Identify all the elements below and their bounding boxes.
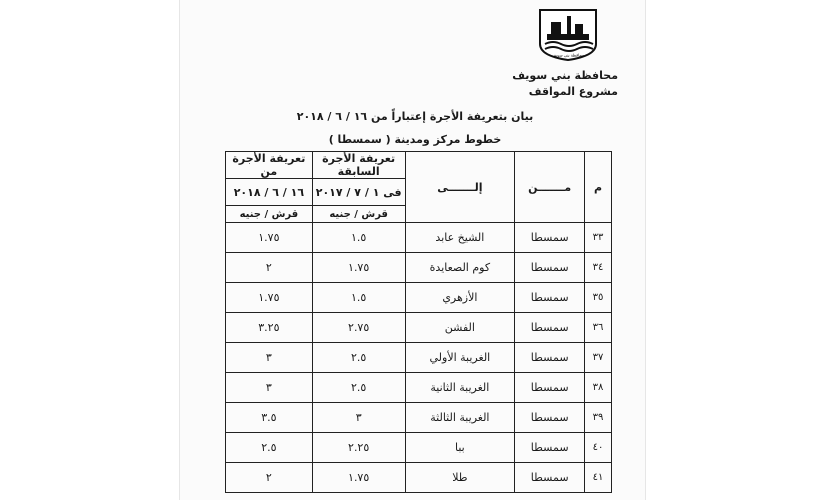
row-from: سمسطا bbox=[515, 403, 585, 433]
document-subtitle: خطوط مركز ومدينة ( سمسطا ) bbox=[328, 133, 502, 146]
row-new-fare: ٢ bbox=[226, 253, 313, 283]
header-block bbox=[512, 68, 618, 100]
col-from-header: مـــــــن bbox=[515, 152, 585, 223]
governorate-name: محافظة بني سويف bbox=[512, 69, 618, 82]
row-new-fare: ١.٧٥ bbox=[226, 223, 313, 253]
row-new-fare: ٢.٥ bbox=[226, 433, 313, 463]
row-from: سمسطا bbox=[515, 433, 585, 463]
row-from: سمسطا bbox=[515, 223, 585, 253]
document-title: بيان بتعريفة الأجرة إعتباراً من ١٦ / ٦ / ٢٠١٨ bbox=[296, 110, 534, 123]
row-prev-fare: ٢.٢٥ bbox=[312, 433, 405, 463]
col-index-header: م bbox=[585, 152, 612, 223]
row-index: ٣٥ bbox=[585, 283, 612, 313]
table-row bbox=[226, 433, 612, 463]
row-to: الغريبة الثانية bbox=[405, 373, 515, 403]
row-to: الفشن bbox=[405, 313, 515, 343]
governorate-logo bbox=[537, 8, 599, 62]
row-new-fare: ٣ bbox=[226, 373, 313, 403]
row-index: ٣٦ bbox=[585, 313, 612, 343]
row-index: ٣٩ bbox=[585, 403, 612, 433]
row-index: ٣٧ bbox=[585, 343, 612, 373]
table-row bbox=[226, 283, 612, 313]
row-to: كوم الصعايدة bbox=[405, 253, 515, 283]
row-index: ٣٤ bbox=[585, 253, 612, 283]
table-row bbox=[226, 403, 612, 433]
col-new-fare-header: تعريفة الأجرة من bbox=[226, 152, 313, 179]
table-row bbox=[226, 313, 612, 343]
col-new-fare-unit: قرش / جنيه bbox=[226, 206, 313, 223]
table-row bbox=[226, 343, 612, 373]
table-row bbox=[226, 253, 612, 283]
row-from: سمسطا bbox=[515, 463, 585, 493]
row-from: سمسطا bbox=[515, 253, 585, 283]
col-prev-fare-unit: قرش / جنيه bbox=[312, 206, 405, 223]
row-prev-fare: ١.٧٥ bbox=[312, 253, 405, 283]
row-from: سمسطا bbox=[515, 313, 585, 343]
project-name: مشروع المواقف bbox=[528, 85, 618, 98]
table-row bbox=[226, 373, 612, 403]
row-prev-fare: ١.٥ bbox=[312, 283, 405, 313]
row-to: الغريبة الثالثة bbox=[405, 403, 515, 433]
row-new-fare: ١.٧٥ bbox=[226, 283, 313, 313]
row-to: الأزهري bbox=[405, 283, 515, 313]
row-to: الغريبة الأولي bbox=[405, 343, 515, 373]
row-from: سمسطا bbox=[515, 283, 585, 313]
row-to: طلا bbox=[405, 463, 515, 493]
row-new-fare: ٣.٢٥ bbox=[226, 313, 313, 343]
row-from: سمسطا bbox=[515, 373, 585, 403]
row-new-fare: ٣.٥ bbox=[226, 403, 313, 433]
row-index: ٤٠ bbox=[585, 433, 612, 463]
table-row bbox=[226, 463, 612, 493]
row-index: ٣٨ bbox=[585, 373, 612, 403]
row-prev-fare: ١.٧٥ bbox=[312, 463, 405, 493]
col-prev-fare-date: فى ١ / ٧ / ٢٠١٧ bbox=[312, 179, 405, 206]
row-to: ببا bbox=[405, 433, 515, 463]
fare-table bbox=[225, 151, 612, 493]
row-new-fare: ٣ bbox=[226, 343, 313, 373]
logo-caption: محافظة بني سويف bbox=[551, 52, 585, 58]
row-from: سمسطا bbox=[515, 343, 585, 373]
row-prev-fare: ٢.٥ bbox=[312, 373, 405, 403]
col-to-header: إلـــــــى bbox=[405, 152, 515, 223]
row-prev-fare: ١.٥ bbox=[312, 223, 405, 253]
row-new-fare: ٢ bbox=[226, 463, 313, 493]
col-new-fare-date: ١٦ / ٦ / ٢٠١٨ bbox=[226, 179, 313, 206]
table-row bbox=[226, 223, 612, 253]
row-prev-fare: ٢.٧٥ bbox=[312, 313, 405, 343]
row-prev-fare: ٣ bbox=[312, 403, 405, 433]
row-prev-fare: ٢.٥ bbox=[312, 343, 405, 373]
col-prev-fare-header: تعريفة الأجرة السابقة bbox=[312, 152, 405, 179]
row-index: ٣٣ bbox=[585, 223, 612, 253]
row-index: ٤١ bbox=[585, 463, 612, 493]
row-to: الشيخ عابد bbox=[405, 223, 515, 253]
